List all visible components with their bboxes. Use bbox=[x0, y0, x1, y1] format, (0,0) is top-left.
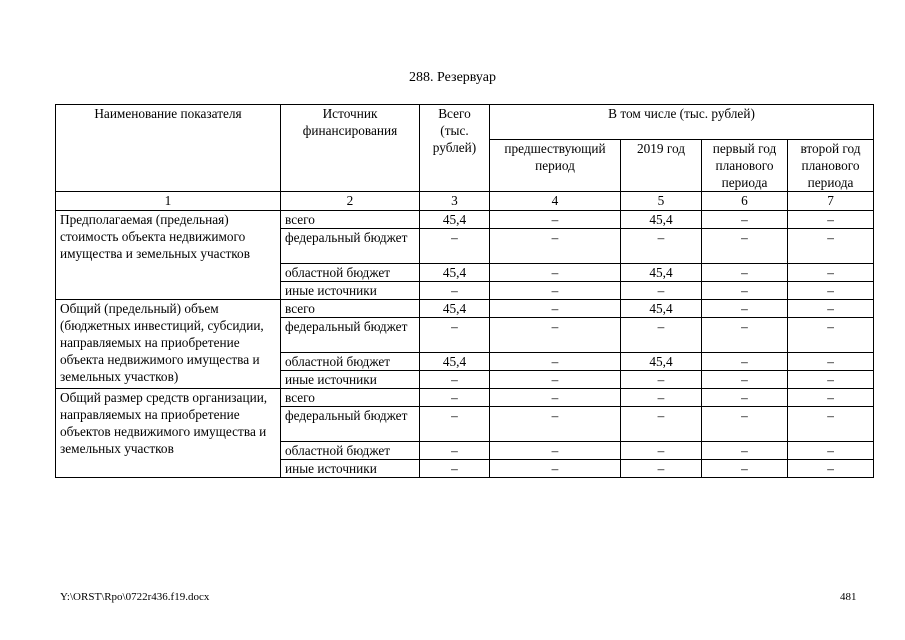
header-2019: 2019 год bbox=[621, 140, 702, 192]
value-cell: – bbox=[702, 229, 788, 264]
value-cell: – bbox=[788, 407, 874, 442]
value-cell: – bbox=[490, 371, 621, 389]
value-cell: – bbox=[788, 229, 874, 264]
table-row bbox=[56, 389, 874, 407]
value-cell: – bbox=[788, 211, 874, 229]
value-cell: 45,4 bbox=[621, 264, 702, 282]
column-numbers-row bbox=[56, 192, 874, 211]
value-cell: 45,4 bbox=[621, 300, 702, 318]
value-cell: 45,4 bbox=[420, 264, 490, 282]
value-cell: – bbox=[420, 442, 490, 460]
value-cell: – bbox=[788, 318, 874, 353]
col-number: 3 bbox=[420, 192, 490, 211]
value-cell: – bbox=[702, 282, 788, 300]
col-number: 1 bbox=[56, 192, 281, 211]
header-first-plan-year: первый год планового периода bbox=[702, 140, 788, 192]
funding-source: всего bbox=[281, 389, 420, 407]
value-cell: – bbox=[788, 300, 874, 318]
value-cell: – bbox=[702, 264, 788, 282]
col-number: 4 bbox=[490, 192, 621, 211]
header-source: Источник финансирования bbox=[281, 105, 420, 192]
value-cell: – bbox=[621, 407, 702, 442]
value-cell: – bbox=[420, 318, 490, 353]
funding-source: федеральный бюджет bbox=[281, 407, 420, 442]
value-cell: 45,4 bbox=[420, 211, 490, 229]
value-cell: – bbox=[702, 407, 788, 442]
value-cell: 45,4 bbox=[621, 211, 702, 229]
value-cell: 45,4 bbox=[420, 300, 490, 318]
funding-source: федеральный бюджет bbox=[281, 229, 420, 264]
funding-source: иные источники bbox=[281, 371, 420, 389]
header-indicator: Наименование показателя bbox=[56, 105, 281, 192]
value-cell: – bbox=[490, 442, 621, 460]
header-prev-period: предшествующий период bbox=[490, 140, 621, 192]
funding-source: областной бюджет bbox=[281, 264, 420, 282]
page-number: 481 bbox=[840, 591, 857, 603]
value-cell: – bbox=[420, 460, 490, 478]
value-cell: – bbox=[621, 318, 702, 353]
value-cell: – bbox=[490, 353, 621, 371]
value-cell: – bbox=[702, 442, 788, 460]
value-cell: – bbox=[702, 371, 788, 389]
value-cell: – bbox=[420, 407, 490, 442]
value-cell: 45,4 bbox=[420, 353, 490, 371]
value-cell: – bbox=[788, 460, 874, 478]
value-cell: – bbox=[788, 353, 874, 371]
value-cell: – bbox=[788, 282, 874, 300]
value-cell: – bbox=[490, 211, 621, 229]
table-title: 288. Резервуар bbox=[409, 70, 496, 85]
table-row bbox=[56, 300, 874, 318]
value-cell: – bbox=[490, 460, 621, 478]
value-cell: – bbox=[621, 389, 702, 407]
indicator-name: Общий (предельный) объем (бюджетных инвестиций, субсидии, направляемых на приобретение объекта недвижимого имущества и земельных участков) bbox=[56, 300, 281, 389]
value-cell: – bbox=[788, 264, 874, 282]
value-cell: – bbox=[420, 371, 490, 389]
value-cell: – bbox=[788, 371, 874, 389]
value-cell: 45,4 bbox=[621, 353, 702, 371]
value-cell: – bbox=[788, 442, 874, 460]
value-cell: – bbox=[788, 389, 874, 407]
header-including: В том числе (тыс. рублей) bbox=[490, 105, 874, 140]
value-cell: – bbox=[621, 442, 702, 460]
indicator-name: Предполагаемая (предельная) стоимость объекта недвижимого имущества и земельных участков bbox=[56, 211, 281, 300]
header-second-plan-year: второй год планового периода bbox=[788, 140, 874, 192]
indicator-name: Общий размер средств организации, направляемых на приобретение объектов недвижимого имущества и земельных участков bbox=[56, 389, 281, 478]
value-cell: – bbox=[621, 371, 702, 389]
value-cell: – bbox=[702, 389, 788, 407]
value-cell: – bbox=[490, 407, 621, 442]
header-total: Всего (тыс. рублей) bbox=[420, 105, 490, 192]
col-number: 2 bbox=[281, 192, 420, 211]
funding-source: иные источники bbox=[281, 282, 420, 300]
value-cell: – bbox=[702, 460, 788, 478]
value-cell: – bbox=[420, 229, 490, 264]
value-cell: – bbox=[420, 389, 490, 407]
value-cell: – bbox=[702, 211, 788, 229]
funding-source: всего bbox=[281, 211, 420, 229]
col-number: 5 bbox=[621, 192, 702, 211]
value-cell: – bbox=[420, 282, 490, 300]
funding-source: всего bbox=[281, 300, 420, 318]
funding-source: областной бюджет bbox=[281, 353, 420, 371]
col-number: 7 bbox=[788, 192, 874, 211]
budget-table bbox=[55, 104, 874, 478]
table-row bbox=[56, 211, 874, 229]
value-cell: – bbox=[702, 318, 788, 353]
funding-source: областной бюджет bbox=[281, 442, 420, 460]
value-cell: – bbox=[490, 282, 621, 300]
funding-source: иные источники bbox=[281, 460, 420, 478]
value-cell: – bbox=[490, 229, 621, 264]
value-cell: – bbox=[490, 389, 621, 407]
funding-source: федеральный бюджет bbox=[281, 318, 420, 353]
value-cell: – bbox=[490, 300, 621, 318]
col-number: 6 bbox=[702, 192, 788, 211]
value-cell: – bbox=[621, 460, 702, 478]
value-cell: – bbox=[490, 318, 621, 353]
value-cell: – bbox=[702, 300, 788, 318]
value-cell: – bbox=[490, 264, 621, 282]
value-cell: – bbox=[621, 282, 702, 300]
value-cell: – bbox=[621, 229, 702, 264]
value-cell: – bbox=[702, 353, 788, 371]
file-path: Y:\ORST\Rpo\0722r436.f19.docx bbox=[60, 591, 210, 603]
